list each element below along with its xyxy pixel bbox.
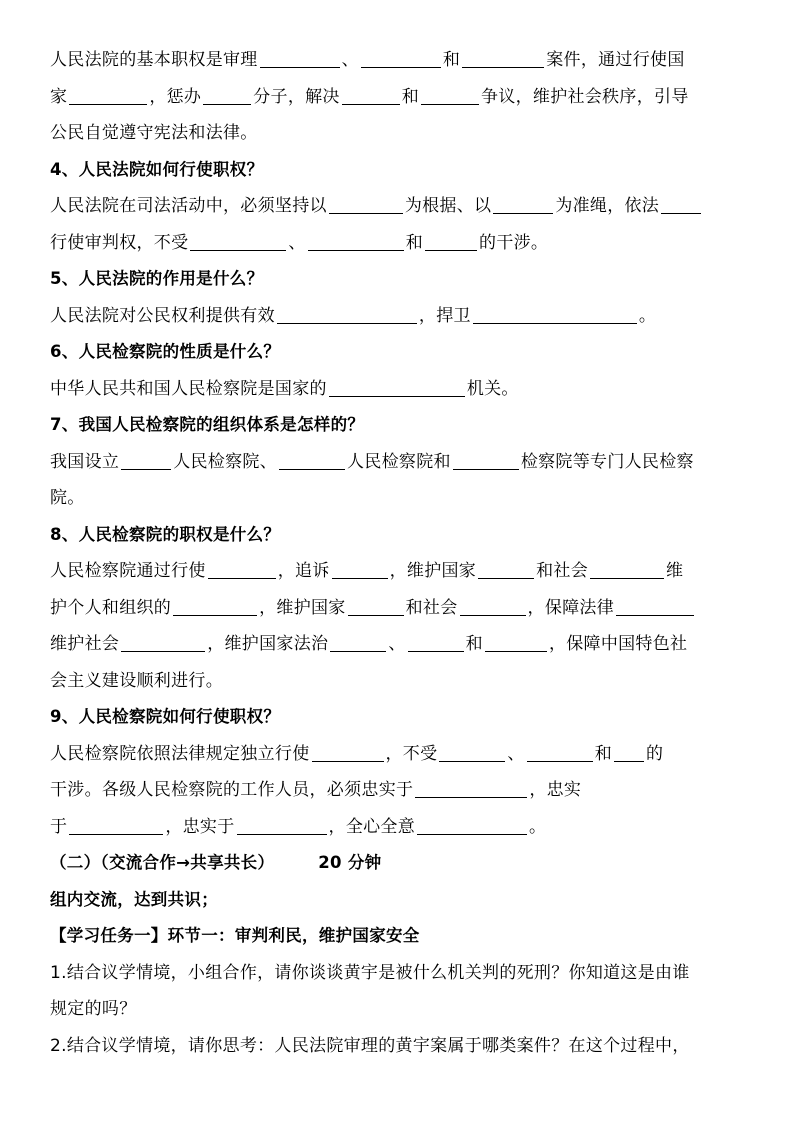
fill-blank[interactable]: [460, 595, 526, 616]
text-segment: 案件，通过行使国: [546, 50, 685, 70]
fill-blank[interactable]: [485, 631, 547, 652]
text-line: 会主义建设顺利进行。: [50, 670, 223, 691]
fill-blank[interactable]: [473, 303, 637, 324]
text-segment: 维护社会: [50, 634, 120, 654]
fill-blank[interactable]: [121, 631, 205, 652]
text-segment: 行使审判权，不受: [50, 232, 189, 253]
text-segment: 和: [465, 634, 483, 654]
fill-blank[interactable]: [527, 741, 593, 762]
text-segment: ，全心全意: [328, 816, 416, 837]
fill-blank[interactable]: [237, 814, 327, 835]
text-segment: 和: [401, 86, 420, 107]
text-segment: ，维护国家: [389, 561, 477, 581]
section-time: 20 分钟: [318, 853, 382, 872]
text-line: [50, 553, 750, 590]
fill-blank[interactable]: [478, 558, 534, 579]
text-segment: 人民检察院、: [173, 451, 278, 472]
fill-blank[interactable]: [308, 230, 404, 251]
text-segment: 于: [50, 816, 68, 837]
fill-blank[interactable]: [312, 741, 384, 762]
text-segment: 的干涉。: [479, 232, 549, 253]
fill-blank[interactable]: [439, 741, 505, 762]
text-segment: 和社会: [405, 597, 458, 618]
text-segment: 。: [638, 305, 657, 326]
text-segment: 家: [50, 86, 68, 107]
question-heading: 6、人民检察院的性质是什么？: [50, 342, 281, 361]
text-segment: ，保障法律: [527, 597, 615, 618]
text-line: [50, 298, 750, 335]
text-line: [50, 444, 750, 481]
text-line: 1.结合议学情境，小组合作，请你谈谈黄宇是被什么机关判的死刑？你知道这是由谁: [50, 962, 690, 983]
task-heading: 【学习任务一】环节一：审判利民，维护国家安全: [50, 926, 420, 945]
text-segment: ，忠实于: [165, 816, 235, 837]
section-title: （二）（交流合作→共享共长）: [50, 853, 275, 872]
text-segment: 、: [388, 634, 406, 654]
fill-blank[interactable]: [462, 47, 544, 68]
text-line: [50, 371, 750, 408]
text-segment: 和: [442, 50, 461, 70]
document-body: [50, 42, 750, 1064]
text-segment: 为准绳，依法: [555, 196, 660, 216]
text-line: [50, 590, 750, 627]
text-segment: 人民法院的基本职权是审理: [50, 50, 258, 70]
fill-blank[interactable]: [279, 449, 345, 470]
fill-blank[interactable]: [329, 193, 403, 214]
text-segment: 护个人和组织的: [50, 597, 172, 618]
fill-blank[interactable]: [348, 595, 404, 616]
text-segment: ，维护国家: [259, 597, 346, 618]
fill-blank[interactable]: [69, 814, 163, 835]
question-heading: 9、人民检察院如何行使职权？: [50, 707, 281, 726]
question-heading: 4、人民法院如何行使职权？: [50, 159, 264, 179]
text-segment: ，保障中国特色社: [548, 634, 688, 654]
text-segment: ，捍卫: [418, 305, 471, 326]
fill-blank[interactable]: [208, 558, 276, 579]
fill-blank[interactable]: [361, 47, 441, 68]
text-line: 公民自觉遵守宪法和法律。: [50, 123, 258, 143]
text-segment: 、: [288, 232, 306, 253]
text-segment: 机关。: [466, 378, 519, 399]
text-segment: 人民检察院依照法律规定独立行使: [50, 743, 310, 764]
text-line: [50, 225, 750, 262]
text-segment: 人民检察院通过行使: [50, 561, 206, 581]
text-line: [50, 809, 750, 846]
fill-blank[interactable]: [453, 449, 519, 470]
text-segment: 我国设立: [50, 451, 120, 472]
text-segment: 中华人民共和国人民检察院是国家的: [50, 378, 327, 399]
text-segment: 干涉。各级人民检察院的工作人员，必须忠实于: [50, 780, 414, 800]
fill-blank[interactable]: [173, 595, 257, 616]
text-segment: 分子，解决: [253, 86, 340, 107]
text-segment: 和: [594, 743, 613, 764]
text-segment: 争议，维护社会秩序，引导: [481, 86, 689, 107]
fill-blank[interactable]: [590, 558, 664, 579]
text-segment: 、: [341, 50, 359, 70]
text-line: 2.结合议学情境，请你思考：人民法院审理的黄宇案属于哪类案件？在这个过程中，: [50, 1035, 690, 1056]
fill-blank[interactable]: [493, 193, 553, 214]
fill-blank[interactable]: [425, 230, 477, 251]
text-line: [50, 626, 750, 663]
fill-blank[interactable]: [121, 449, 171, 470]
fill-blank[interactable]: [330, 631, 386, 652]
fill-blank[interactable]: [614, 741, 644, 762]
fill-blank[interactable]: [415, 777, 527, 798]
text-segment: 人民法院在司法活动中，必须坚持以: [50, 196, 327, 216]
fill-blank[interactable]: [260, 47, 340, 68]
fill-blank[interactable]: [421, 84, 479, 105]
fill-blank[interactable]: [332, 558, 388, 579]
text-segment: ，维护国家法治: [207, 634, 329, 654]
text-segment: 维: [666, 561, 684, 581]
text-line: [50, 42, 750, 79]
fill-blank[interactable]: [277, 303, 417, 324]
text-segment: 人民检察院和: [347, 451, 451, 472]
fill-blank[interactable]: [408, 631, 464, 652]
question-heading: 8、人民检察院的职权是什么？: [50, 524, 281, 544]
text-line: [50, 79, 750, 116]
text-line: [50, 772, 750, 809]
text-segment: 检察院等专门人民检察: [520, 451, 694, 472]
section-heading: [50, 845, 750, 882]
question-heading: 7、我国人民检察院的组织体系是怎样的？: [50, 415, 365, 434]
fill-blank[interactable]: [190, 230, 286, 251]
section-subtitle: 组内交流，达到共识；: [50, 889, 218, 909]
text-segment: ，忠实: [529, 780, 582, 800]
text-line: [50, 736, 750, 773]
fill-blank[interactable]: [417, 814, 527, 835]
text-segment: 的: [646, 743, 664, 764]
text-segment: ，不受: [385, 743, 438, 764]
text-segment: ，追诉: [277, 561, 330, 581]
text-segment: 和: [405, 232, 424, 253]
text-line: 规定的吗？: [50, 999, 137, 1019]
fill-blank[interactable]: [69, 84, 147, 105]
text-segment: 。: [529, 816, 547, 837]
text-segment: ，惩办: [149, 86, 202, 107]
fill-blank[interactable]: [342, 84, 400, 105]
text-line: 院。: [50, 488, 85, 508]
fill-blank[interactable]: [329, 376, 465, 397]
fill-blank[interactable]: [616, 595, 694, 616]
text-segment: 为根据、以: [404, 196, 492, 216]
fill-blank[interactable]: [203, 84, 251, 105]
fill-blank[interactable]: [661, 193, 701, 214]
text-segment: 人民法院对公民权利提供有效: [50, 305, 275, 326]
text-segment: 和社会: [536, 561, 589, 581]
text-line: [50, 188, 750, 225]
question-heading: 5、人民法院的作用是什么？: [50, 269, 264, 288]
text-segment: 、: [507, 743, 525, 764]
